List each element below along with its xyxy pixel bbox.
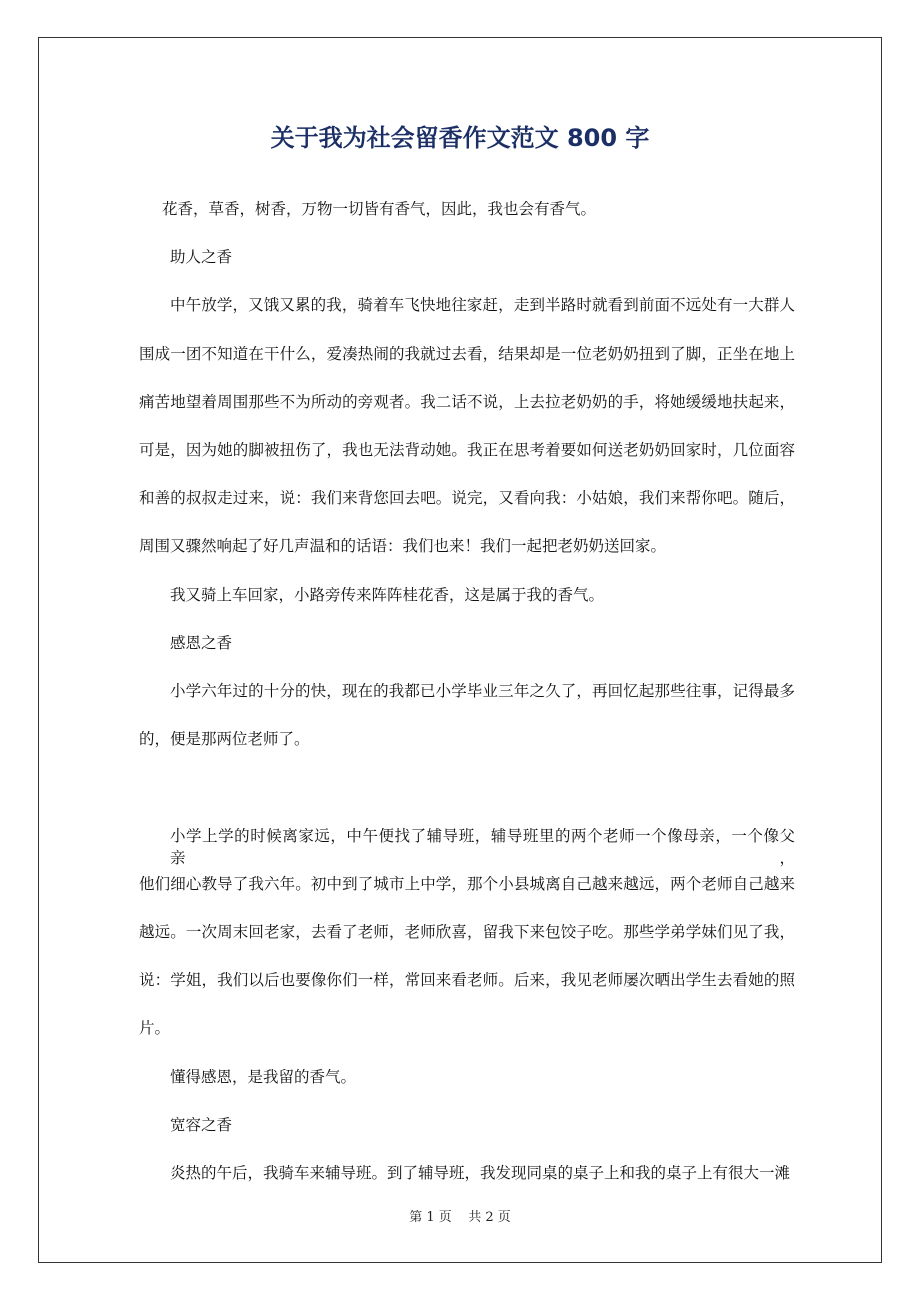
paragraph-line: 和善的叔叔走过来，说：我们来背您回去吧。说完，又看向我：小姑娘，我们来帮你吧。随后， <box>139 489 795 508</box>
paragraph-line: 中午放学，又饿又累的我，骑着车飞快地往家赶，走到半路时就看到前面不远处有一大群人 <box>170 296 795 315</box>
paragraph-line: 痛苦地望着周围那些不为所动的旁观者。我二话不说，上去拉老奶奶的手，将她缓缓地扶起来， <box>139 392 795 411</box>
paragraph-line: 小学六年过的十分的快，现在的我都已小学毕业三年之久了，再回忆起那些往事，记得最多 <box>170 682 795 700</box>
paragraph-line: 小学上学的时候离家远，中午便找了辅导班，辅导班里的两个老师一个像母亲，一个像父亲， <box>170 826 795 867</box>
document-title: 关于我为社会留香作文范文 800 字 <box>270 124 650 152</box>
paragraph-line: 越远。一次周末回老家，去看了老师，老师欣喜，留我下来包饺子吃。那些学弟学妹们见了我， <box>139 923 795 941</box>
paragraph-line: 炎热的午后，我骑车来辅导班。到了辅导班，我发现同桌的桌子上和我的桌子上有很大一滩 <box>170 1164 791 1182</box>
paragraph-line: 围成一团不知道在干什么，爱凑热闹的我就过去看，结果却是一位老奶奶扭到了脚，正坐在地上 <box>139 344 795 363</box>
paragraph-line: 宽容之香 <box>170 1115 233 1134</box>
paragraph-line: 助人之香 <box>170 248 233 267</box>
paragraph-line: 片。 <box>139 1019 171 1038</box>
paragraph-line: 说：学姐，我们以后也要像你们一样，常回来看老师。后来，我见老师屡次晒出学生去看她的照 <box>139 971 795 990</box>
paragraph-line: 他们细心教导了我六年。初中到了城市上中学，那个小县城离自己越来越远，两个老师自己越来 <box>139 874 795 893</box>
paragraph-line: 感恩之香 <box>170 633 233 652</box>
paragraph-line: 周围又骤然响起了好几声温和的话语：我们也来！我们一起把老奶奶送回家。 <box>139 537 667 556</box>
paragraph-line: 我又骑上车回家，小路旁传来阵阵桂花香，这是属于我的香气。 <box>170 585 605 604</box>
paragraph-line: 的，便是那两位老师了。 <box>139 730 310 749</box>
paragraph-line: 花香，草香，树香，万物一切皆有香气，因此，我也会有香气。 <box>162 200 597 218</box>
page-number-footer: 第 1 页 共 2 页 <box>409 1210 511 1225</box>
paragraph-line: 可是，因为她的脚被扭伤了，我也无法背动她。我正在思考着要如何送老奶奶回家时，几位面容 <box>139 441 795 459</box>
paragraph-line: 懂得感恩，是我留的香气。 <box>170 1067 357 1086</box>
